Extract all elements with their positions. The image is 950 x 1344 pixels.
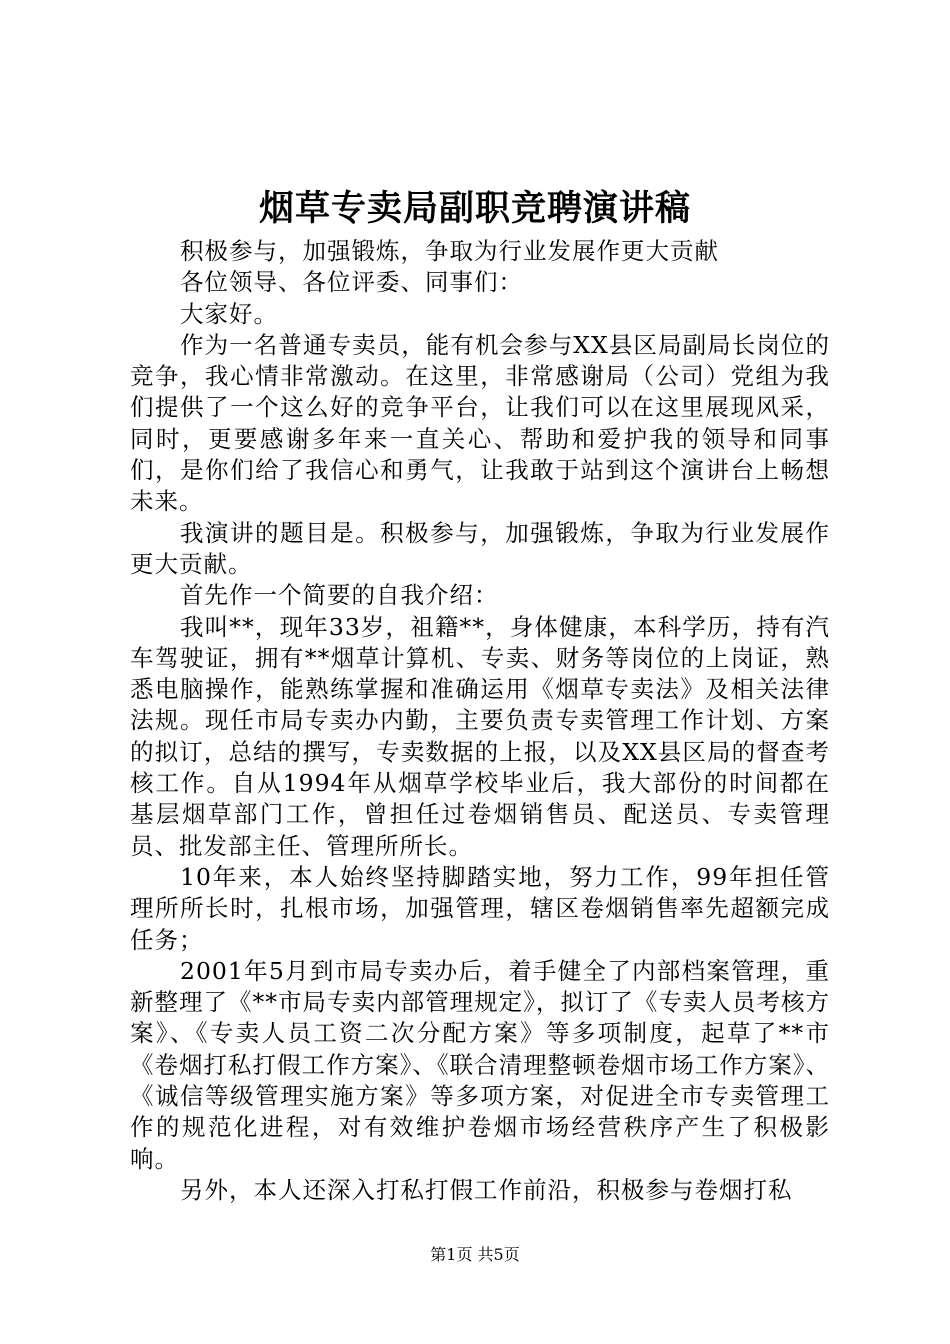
- document-title: 烟草专卖局副职竞聘演讲稿: [258, 188, 691, 229]
- paragraph-ten-years: 10年来，本人始终坚持脚踏实地，努力工作，99年担任管理所所长时，扎根市场，加强管理，辖区卷烟销售率先超额完成任务；: [130, 862, 830, 954]
- paragraph-self-introduction: 我叫**，现年33岁，祖籍**，身体健康，本科学历，持有汽车驾驶证，拥有**烟草计算机、专卖、财务等岗位的上岗证，熟悉电脑操作，能熟练掌握和准确运用《烟草专卖法》及相关法律法规。现任市局专卖办内勤，主要负责专卖管理工作计划、方案的拟订，总结的撰写，专卖数据的上报，以及XX县区局的督查考核工作。自从1994年从烟草学校毕业后，我大部份的时间都在基层烟草部门工作，曾担任过卷烟销售员、配送员、专卖管理员、批发部主任、管理所所长。: [130, 612, 830, 860]
- paragraph-greeting: 大家好。: [180, 299, 278, 328]
- paragraph-intro-heading: 首先作一个简要的自我介绍：: [180, 581, 499, 610]
- paragraph-2001: 2001年5月到市局专卖办后，着手健全了内部档案管理，重新整理了《**市局专卖内部管理规定》，拟订了《专卖人员考核方案》、《专卖人员工资二次分配方案》等多项制度，起草了**市《卷烟打私打假工作方案》、《联合清理整顿卷烟市场工作方案》、《诚信等级管理实施方案》等多项方案，对促进全市专卖管理工作的规范化进程，对有效维护卷烟市场经营秩序产生了积极影响。: [130, 956, 830, 1173]
- paragraph-salutation: 各位领导、各位评委、同事们：: [180, 268, 523, 297]
- paragraph-topic: 我演讲的题目是。积极参与，加强锻炼，争取为行业发展作更大贡献。: [130, 518, 830, 578]
- paragraph-opening: 作为一名普通专卖员，能有机会参与XX县区局副局长岗位的竞争，我心情非常激动。在这里，非常感谢局（公司）党组为我们提供了一个这么好的竞争平台，让我们可以在这里展现风采，同时，更要感谢多年来一直关心、帮助和爱护我的领导和同事们，是你们给了我信心和勇气，让我敢于站到这个演讲台上畅想未来。: [130, 330, 830, 516]
- paragraph-subtitle: 积极参与，加强锻炼，争取为行业发展作更大贡献: [180, 237, 719, 265]
- document-body: [130, 236, 830, 1206]
- paragraph-additionally: 另外，本人还深入打私打假工作前沿，积极参与卷烟打私: [180, 1175, 793, 1204]
- page-number-footer: 第1页 共5页: [430, 1245, 520, 1264]
